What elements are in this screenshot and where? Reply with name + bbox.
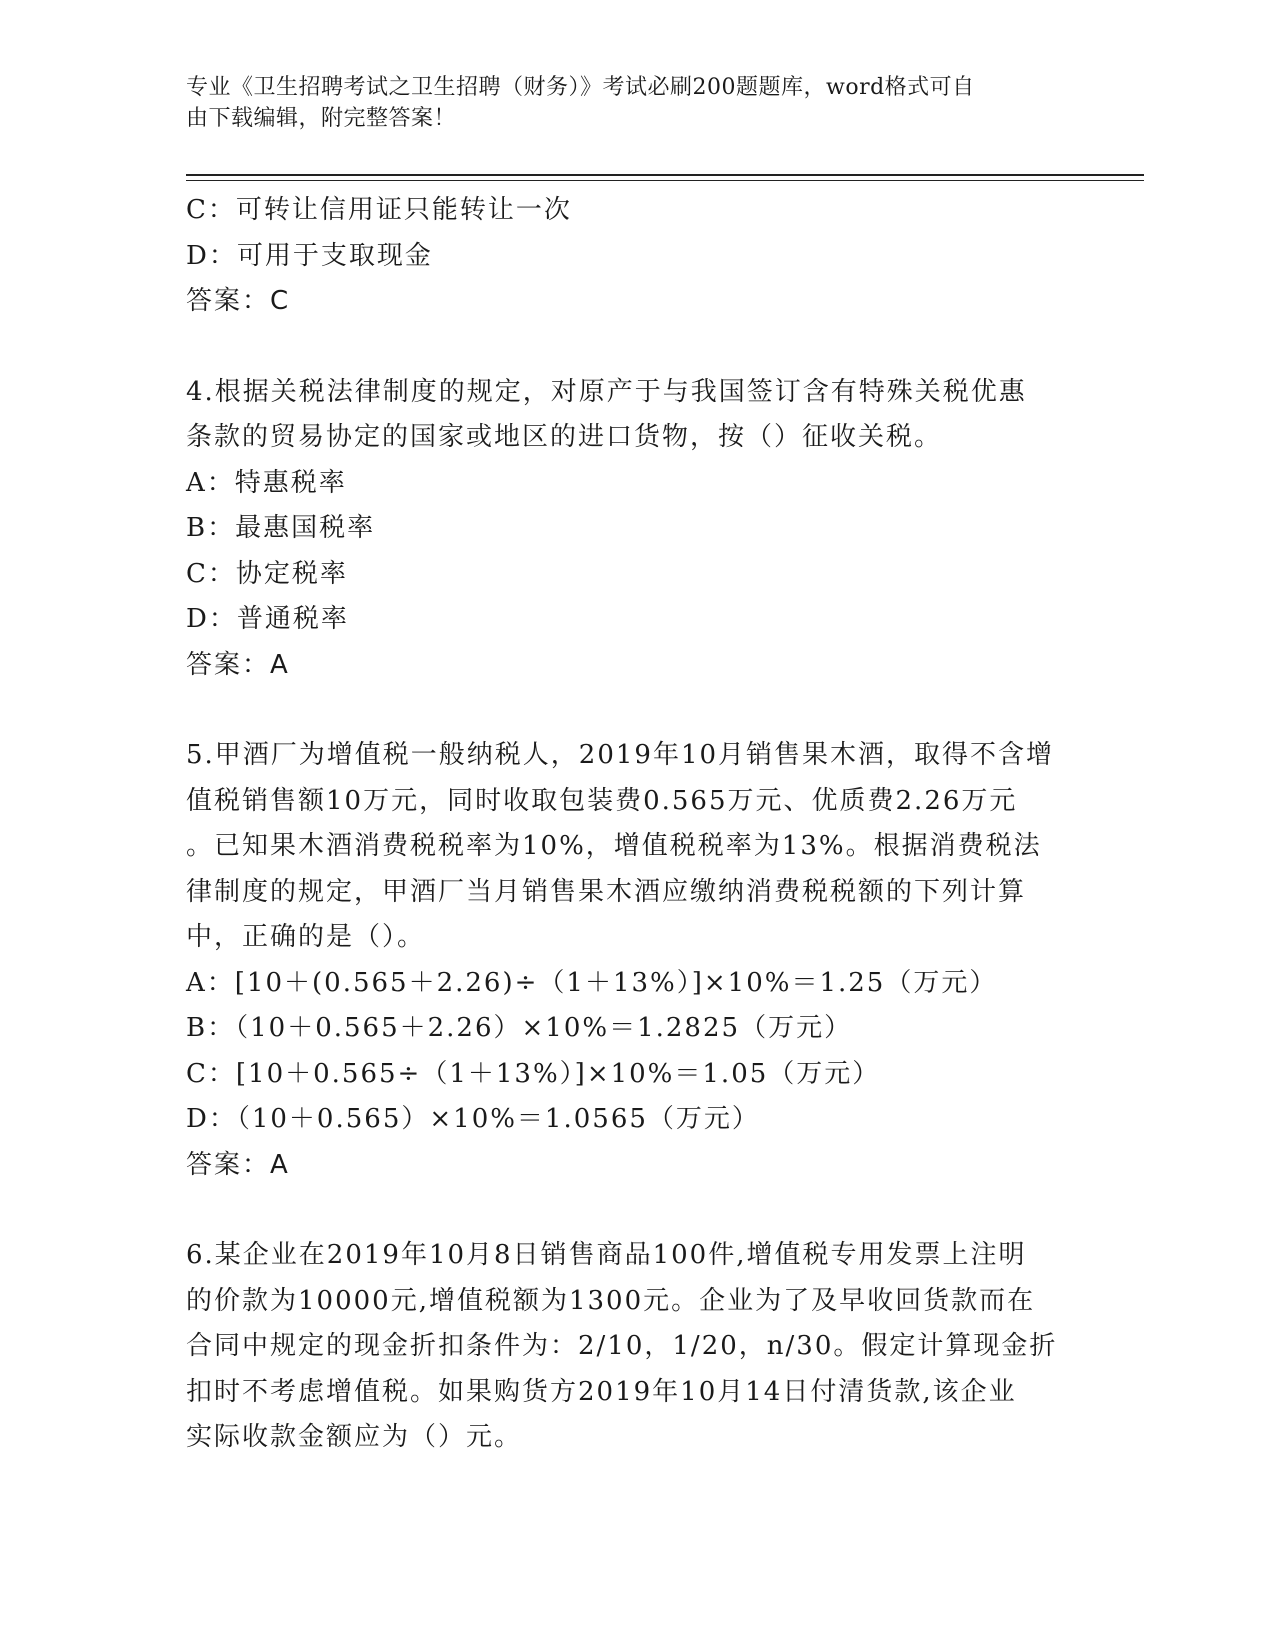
- document-body: [186, 188, 1086, 1461]
- header-line: 由下载编辑，附完整答案！: [186, 106, 457, 131]
- page-header: [186, 72, 1066, 134]
- question-gap: [186, 1188, 1086, 1233]
- header-line: 专业《卫生招聘考试之卫生招聘（财务）》考试必刷200题题库，word格式可自: [186, 75, 975, 100]
- option-a: A：特惠税率: [186, 467, 347, 498]
- question-6: [186, 1233, 1086, 1461]
- question-stem: 实际收款金额应为（）元。: [186, 1422, 523, 1452]
- question-stem: 4.根据关税法律制度的规定，对原产于与我国签订含有特殊关税优惠: [186, 376, 1027, 407]
- question-4: [186, 370, 1086, 689]
- question-stem: 6.某企业在2019年10月8日销售商品100件,增值税专用发票上注明: [186, 1240, 1027, 1270]
- header-rule-thick: [186, 174, 1144, 176]
- option-d: D：（10＋0.565）×10%＝1.0565（万元）: [186, 1104, 760, 1134]
- question-stem: 5.甲酒厂为增值税一般纳税人，2019年10月销售果木酒，取得不含增: [186, 740, 1055, 770]
- option-c: C：协定税率: [186, 558, 348, 589]
- option-b: B：（10＋0.565＋2.26）×10%＝1.2825（万元）: [186, 1013, 853, 1043]
- question-stem: 中，正确的是（）。: [186, 922, 426, 952]
- question-3: [186, 188, 1086, 325]
- answer-line: 答案：A: [186, 649, 290, 680]
- option-c: C：[10＋0.565÷（1＋13%）]×10%＝1.05（万元）: [186, 1058, 881, 1089]
- question-stem: 。已知果木酒消费税税率为10%，增值税税率为13%。根据消费税法: [186, 831, 1042, 861]
- question-stem: 值税销售额10万元，同时收取包装费0.565万元、优质费2.26万元: [186, 785, 1018, 816]
- header-rule-thin: [186, 180, 1144, 181]
- question-stem: 条款的贸易协定的国家或地区的进口货物，按（）征收关税。: [186, 422, 943, 452]
- option-b: B：最惠国税率: [186, 513, 376, 543]
- question-stem: 的价款为10000元,增值税额为1300元。企业为了及早收回货款而在: [186, 1285, 1036, 1316]
- question-stem: 扣时不考虑增值税。如果购货方2019年10月14日付清货款,该企业: [186, 1376, 1017, 1407]
- question-gap: [186, 325, 1086, 370]
- question-gap: [186, 688, 1086, 733]
- option-d: D：可用于支取现金: [186, 240, 433, 271]
- question-5: [186, 733, 1086, 1188]
- question-stem: 合同中规定的现金折扣条件为：2/10，1/20，n/30。假定计算现金折: [186, 1331, 1058, 1361]
- option-c: C：可转让信用证只能转让一次: [186, 195, 572, 225]
- answer-line: 答案：C: [186, 286, 291, 316]
- question-stem: 律制度的规定，甲酒厂当月销售果木酒应缴纳消费税税额的下列计算: [186, 876, 1027, 907]
- option-d: D：普通税率: [186, 604, 349, 634]
- answer-line: 答案：A: [186, 1149, 290, 1180]
- option-a: A：[10＋(0.565＋2.26)÷（1＋13%）]×10%＝1.25（万元）: [186, 967, 998, 998]
